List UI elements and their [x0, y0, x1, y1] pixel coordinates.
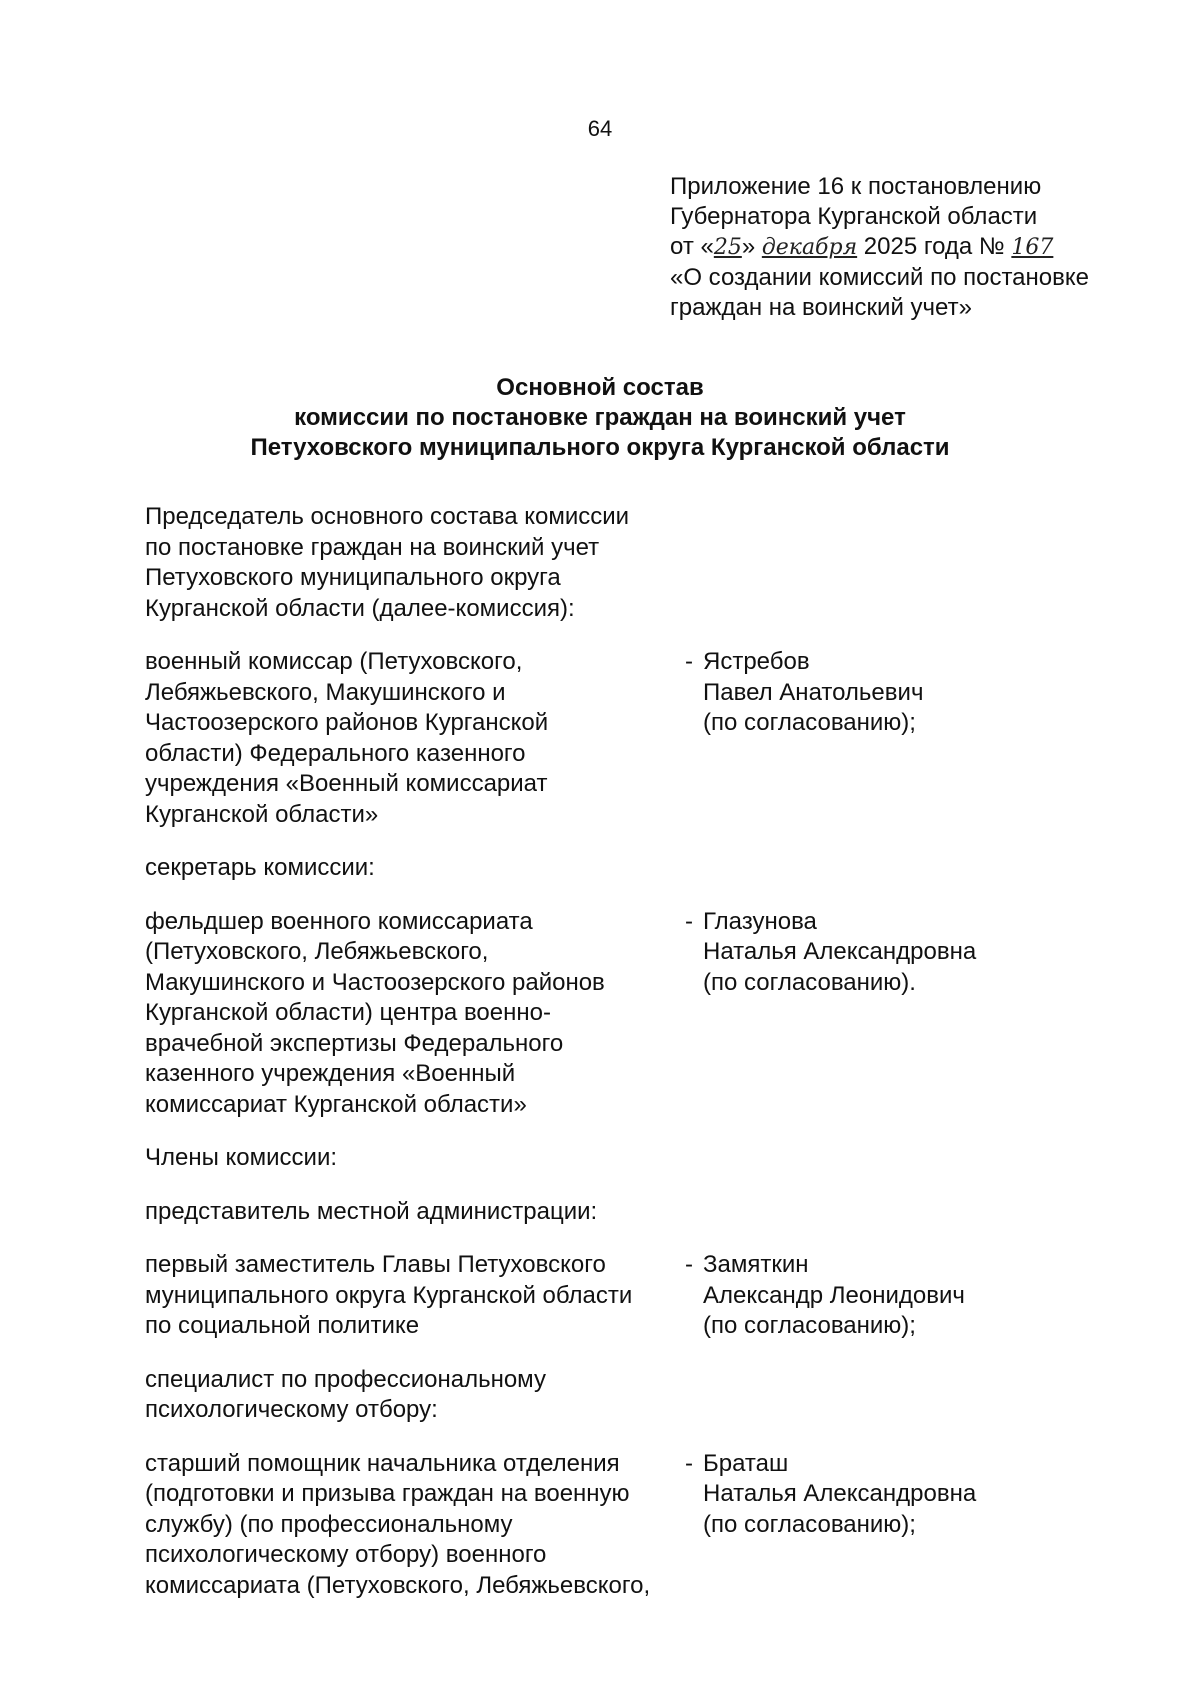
appendix-line-2: Губернатора Курганской области [670, 203, 1038, 230]
handwritten-number: 167 [1011, 235, 1054, 260]
appendix-line-4: «О создании комиссий по постановке [670, 264, 1089, 291]
member-block [145, 647, 1155, 830]
position-line: фельдшер военного комиссариата [145, 907, 533, 935]
position-line: представитель местной администрации: [145, 1197, 598, 1225]
position-line: психологическому отбору) военного [145, 1541, 547, 1568]
member-name-line: (по согласованию); [703, 1510, 916, 1538]
member-name-line: (по согласованию). [703, 968, 916, 996]
position-line: (подготовки и призыва граждан на военную [145, 1480, 630, 1507]
appendix-line-5: граждан на воинский учет» [670, 294, 972, 321]
position-line: Курганской области» [145, 800, 379, 828]
dash-separator: - [685, 648, 693, 675]
appendix-date-prefix: от « [670, 233, 714, 260]
member-name-line: - Браташ [685, 1449, 1155, 1480]
dash-separator: - [685, 1251, 693, 1278]
position-line: службу) (по профессиональному [145, 1510, 513, 1538]
position-line: Частоозерского районов Курганской [145, 709, 549, 736]
position-line: секретарь комиссии: [145, 854, 375, 881]
position-line: области) Федерального казенного [145, 739, 526, 767]
position-line: Курганской области) центра военно- [145, 999, 551, 1026]
member-name-line: - Ястребов [685, 647, 1155, 678]
position-line: по социальной политике [145, 1312, 420, 1339]
member-block [145, 1449, 1155, 1602]
appendix-line-1: Приложение 16 к постановлению [670, 173, 1042, 200]
member-name-line: - Глазунова [685, 907, 1155, 938]
appendix-line-3 [670, 232, 1170, 263]
position-line: Курганской области (далее-комиссия): [145, 594, 575, 622]
member-block [145, 1143, 1155, 1174]
member-name-line: - Замяткин [685, 1250, 1155, 1281]
position-description [145, 1250, 685, 1342]
title-line-1: Основной состав [496, 374, 704, 401]
member-block [145, 853, 1155, 884]
page-number: 64 [587, 116, 613, 141]
position-line: военный комиссар (Петуховского, [145, 648, 523, 675]
position-description [145, 907, 685, 1121]
appendix-header [670, 172, 1170, 323]
position-line: комиссариат Курганской области» [145, 1090, 527, 1118]
handwritten-month: декабря [761, 235, 858, 260]
position-description [145, 1365, 685, 1426]
position-line: Председатель основного состава комиссии [145, 503, 630, 530]
position-line: Лебяжьевского, Макушинского и [145, 678, 506, 706]
member-block [145, 1197, 1155, 1228]
position-line: муниципального округа Курганской области [145, 1281, 633, 1309]
member-block [145, 1365, 1155, 1426]
dash-separator: - [685, 1449, 693, 1477]
position-line: Макушинского и Частоозерского районов [145, 968, 605, 996]
member-name-line: (по согласованию); [703, 709, 916, 736]
position-line: врачебной экспертизы Федерального [145, 1029, 564, 1057]
member-name [685, 647, 1155, 830]
handwritten-day: 25 [713, 235, 742, 260]
title-line-3: Петуховского муниципального округа Курганской области [250, 434, 950, 461]
appendix-date-mid: » [741, 233, 762, 260]
position-line: казенного учреждения «Военный [145, 1060, 516, 1087]
position-description [145, 1449, 685, 1602]
dash-separator: - [685, 907, 693, 935]
position-description [145, 1197, 685, 1228]
position-line: первый заместитель Главы Петуховского [145, 1251, 606, 1278]
position-description [145, 853, 685, 884]
position-description [145, 647, 685, 830]
member-name-line: (по согласованию); [703, 1312, 916, 1339]
member-name [685, 1449, 1155, 1602]
position-line: Петуховского муниципального округа [145, 564, 561, 591]
position-description [145, 1143, 685, 1174]
document-title [0, 373, 1200, 463]
commission-members-list [145, 502, 1155, 1624]
position-line: специалист по профессиональному [145, 1365, 546, 1393]
position-line: Члены комиссии: [145, 1144, 338, 1171]
member-name [685, 1250, 1155, 1342]
member-name-line: Александр Леонидович [703, 1281, 965, 1309]
member-name-line: Павел Анатольевич [703, 678, 924, 706]
member-block [145, 502, 1155, 624]
member-block [145, 1250, 1155, 1342]
position-line: учреждения «Военный комиссариат [145, 770, 548, 797]
position-line: (Петуховского, Лебяжьевского, [145, 938, 489, 965]
title-line-2: комиссии по постановке граждан на воинский учет [294, 404, 906, 431]
appendix-year: 2025 года № [857, 233, 1012, 260]
member-name-line: Наталья Александровна [703, 938, 977, 965]
position-line: по постановке граждан на воинский учет [145, 533, 600, 561]
member-block [145, 907, 1155, 1121]
position-line: старший помощник начальника отделения [145, 1449, 620, 1477]
member-name [685, 907, 1155, 1121]
member-name-line: Наталья Александровна [703, 1480, 977, 1507]
position-description [145, 502, 685, 624]
position-line: комиссариата (Петуховского, Лебяжьевского, [145, 1571, 651, 1599]
position-line: психологическому отбору: [145, 1396, 438, 1423]
